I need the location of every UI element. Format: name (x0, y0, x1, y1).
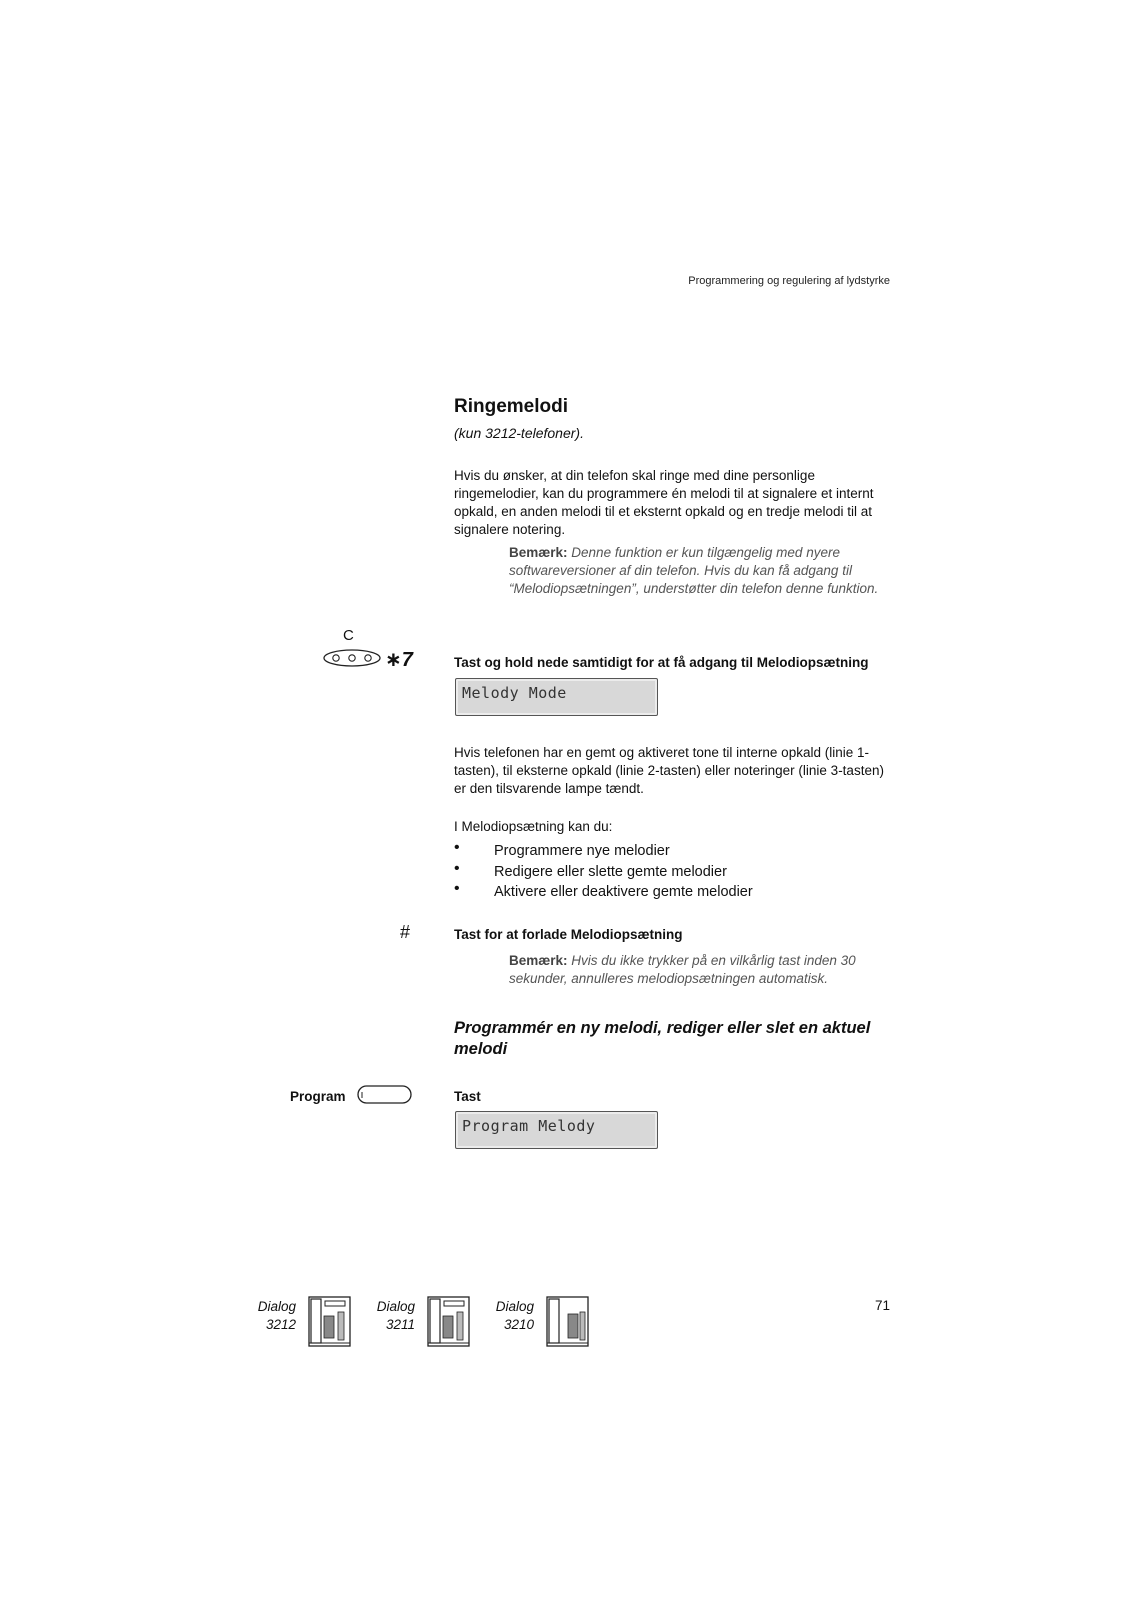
display-melody-mode: Melody Mode (455, 678, 658, 716)
section-title: Ringemelodi (454, 396, 569, 417)
phone-model-3211: Dialog 3211 (376, 1299, 415, 1332)
list-item: • Programmere nye melodier (454, 839, 670, 859)
c-key-label: C (343, 627, 354, 644)
phone-3212-icon (308, 1296, 352, 1348)
step2-instruction: Tast for at forlade Melodiopsætning (454, 927, 683, 942)
options-intro: I Melodiopsætning kan du: (454, 819, 613, 834)
bullet-icon: • (454, 839, 460, 856)
subheading: Programmér en ny melodi, rediger eller slet en aktuel melodi (454, 1019, 871, 1058)
note-2 (509, 952, 899, 988)
note-1-label: Bemærk: (509, 545, 568, 560)
program-key-icon (356, 1084, 414, 1106)
program-key-label: Program (290, 1089, 346, 1104)
phone-3210-icon (546, 1296, 590, 1348)
note-1-text: Denne funktion er kun tilgængelig med nyere softwareversioner af din telefon. Hvis du kan få adgang til “Melodiopsætningen”, understøtter din telefon denne funktion. (509, 545, 879, 596)
hash-key: # (400, 922, 411, 942)
display-program-melody: Program Melody (455, 1111, 658, 1149)
section-subtitle: (kun 3212-telefoner). (454, 425, 584, 441)
bullet-icon: • (454, 880, 460, 897)
phone-3211-icon (427, 1296, 471, 1348)
list-item: • Aktivere eller deaktivere gemte melodier (454, 880, 753, 900)
running-header: Programmering og regulering af lydstyrke (688, 275, 890, 287)
list-item: • Redigere eller slette gemte melodier (454, 859, 727, 880)
step3-instruction: Tast (454, 1089, 481, 1104)
bullet-icon: • (454, 859, 460, 877)
lamp-paragraph: Hvis telefonen har en gemt og aktiveret tone til interne opkald (linie 1-tasten), til eksterne opkald (linie 2-tasten) eller noteringer (linie 3-tasten) er den tilsvarende lampe tændt. (454, 745, 884, 796)
note-1 (509, 544, 899, 598)
note-2-text: Hvis du ikke trykker på en vilkårlig tast inden 30 sekunder, annulleres melodiopsætningen automatisk. (509, 953, 856, 986)
phone-model-3210: Dialog 3210 (495, 1299, 534, 1332)
step1-instruction: Tast og hold nede samtidigt for at få adgang til Melodiopsætning (454, 655, 869, 670)
three-dot-key-icon (323, 648, 383, 668)
star-7-key: ∗7 (385, 649, 413, 671)
options-list (454, 841, 874, 903)
page-number: 71 (874, 1298, 890, 1313)
note-2-label: Bemærk: (509, 953, 568, 968)
phone-model-3212: Dialog 3212 (257, 1299, 296, 1332)
intro-paragraph: Hvis du ønsker, at din telefon skal ringe med dine personlige ringemelodier, kan du programmere én melodi til at signalere et internt opkald, en anden melodi til et eksternt opkald og en tredje melodi til at signalere notering. (454, 468, 874, 537)
